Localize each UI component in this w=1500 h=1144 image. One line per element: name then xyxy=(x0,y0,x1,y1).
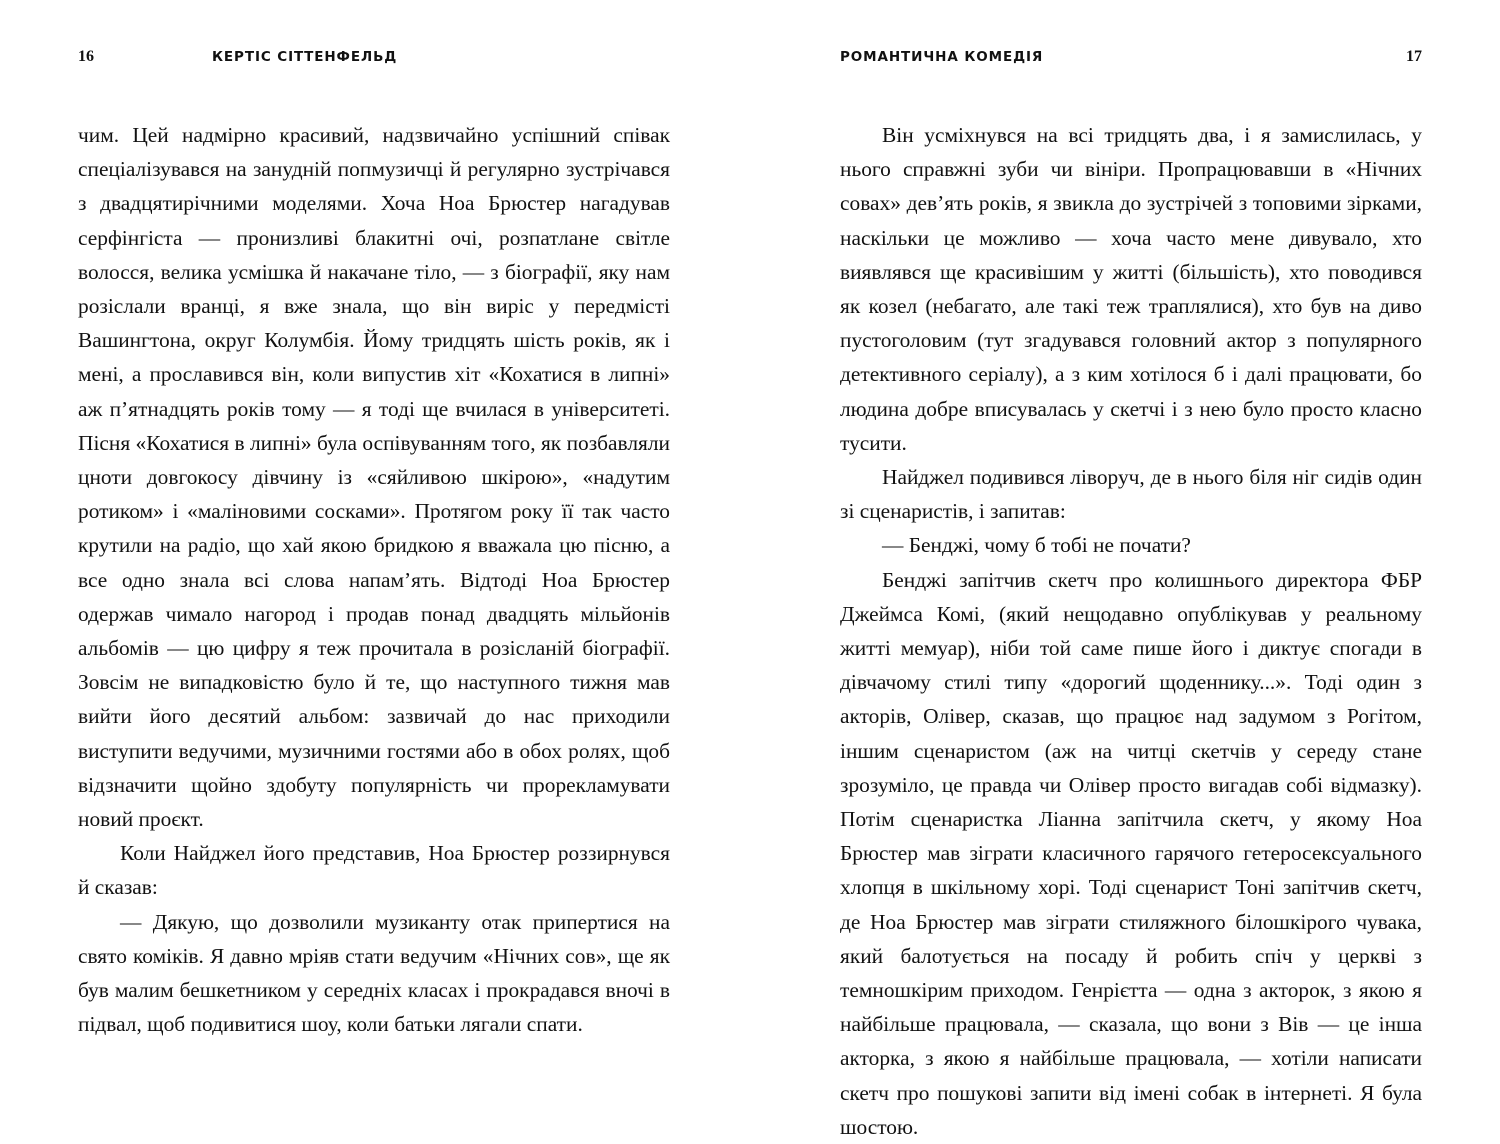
paragraph: — Дякую, що дозволили музиканту отак припертися на свято коміків. Я давно мріяв стати ведучим «Нічних сов», ще як був малим бешкетником у середніх класах і прокрадався вночі в підвал, щоб подивитися шоу, коли батьки лягали спати. xyxy=(78,909,670,1037)
running-head-right xyxy=(840,48,1422,74)
paragraph: Коли Найджел його представив, Ноа Брюстер роззирнувся й сказав: xyxy=(78,841,670,900)
page-right xyxy=(750,0,1500,1139)
page-number-right: 17 xyxy=(1406,48,1422,65)
paragraph: — Бенджі, чому б тобі не почати? xyxy=(882,533,1191,558)
body-text-left xyxy=(78,118,670,1041)
paragraph: Бенджі запітчив скетч про колишнього директора ФБР Джеймса Комі, (який нещодавно опублікував у реальному житті мемуар), ніби той саме пише його і диктує спогади в дівчачому стилі типу «дорогий щоденнику...». Тоді один з акторів, Олівер, сказав, що працює над задумом з Рогітом, іншим сценаристом (аж на читці скетчів у середу стане зрозуміло, це правда чи Олівер просто вигадав собі відмазку). Потім сценаристка Ліанна запітчила скетч, у якому Ноа Брюстер мав зіграти класичного гарячого гетеросексуального хлопця в шкільному хорі. Тоді сценарист Тоні запітчив скетч, де Ноа Брюстер мав зіграти стиляжного білошкірого чувака, який балотується на посаду й робить спіч у церкві з темношкірим приходом. Генрієтта — одна з акторок, з якою я найбільше працювала, — сказала, що вони з Вів — це інша акторка, з якою я найбільше працювала, — хотіли написати скетч про пошукові запити від імені собак в інтернеті. Я була шостою. xyxy=(840,567,1422,1139)
page-left xyxy=(0,0,750,1125)
running-head-title: РОМАНТИЧНА КОМЕДІЯ xyxy=(840,49,1044,65)
running-head-left: 16 КЕРТІС СІТТЕНФЕЛЬД xyxy=(78,48,398,65)
paragraph: Він усміхнувся на всі тридцять два, і я замислилась, у нього справжні зуби чи вініри. Пропрацювавши в «Нічних совах» дев’ять років, я звикла до зустрічей з топовими зірками, наскільки це можливо — хоча часто мене дивувало, хто виявлявся ще красивішим у житті (більшість), хто поводився як козел (небагато, але такі теж траплялися), хто був на диво пустоголовим (тут згадувався головний актор з популярного детективного серіалу), а з ким хотілося б і далі працювати, бо людина добре вписувалась у скетчі і з нею було просто класно тусити. xyxy=(840,123,1422,455)
body-text-right xyxy=(840,118,1422,1144)
running-head-author: КЕРТІС СІТТЕНФЕЛЬД xyxy=(212,49,398,65)
paragraph: чим. Цей надмірно красивий, надзвичайно успішний співак спеціалізувався на занудній попмузичці й регулярно зустрічався з двадцятирічними моделями. Хоча Ноа Брюстер нагадував серфінгіста — пронизливі блакитні очі, розпатлане світле волосся, велика усмішка й накачане тіло, — з біографії, яку нам розіслали вранці, я вже знала, що він виріс у передмісті Вашингтона, округ Колумбія. Йому тридцять шість років, як і мені, а прославився він, коли випустив хіт «Кохатися в липні» аж п’ятнадцять років тому — я тоді ще вчилася в університеті. Пісня «Кохатися в липні» була оспівуванням того, як позбавляли цноти довгокосу дівчину із «сяйливою шкірою», «надутим ротиком» і «маліновими сосками». Протягом року її так часто крутили на радіо, що хай якою бридкою я вважала цю пісню, а все одно знала всі слова напам’ять. Відтоді Ноа Брюстер одержав чимало нагород і продав понад двадцять мільйонів альбомів — цю цифру я теж прочитала в розісланій біографії. Зовсім не випадковістю було й те, що наступного тижня мав вийти його десятий альбом: зазвичай до нас приходили виступити ведучими, музичними гостями або в обох ролях, щоб відзначити щойно здобуту популярність чи прорекламувати новий проєкт. xyxy=(78,123,670,832)
paragraph: Найджел подивився ліворуч, де в нього біля ніг сидів один зі сценаристів, і запитав: xyxy=(840,465,1422,524)
